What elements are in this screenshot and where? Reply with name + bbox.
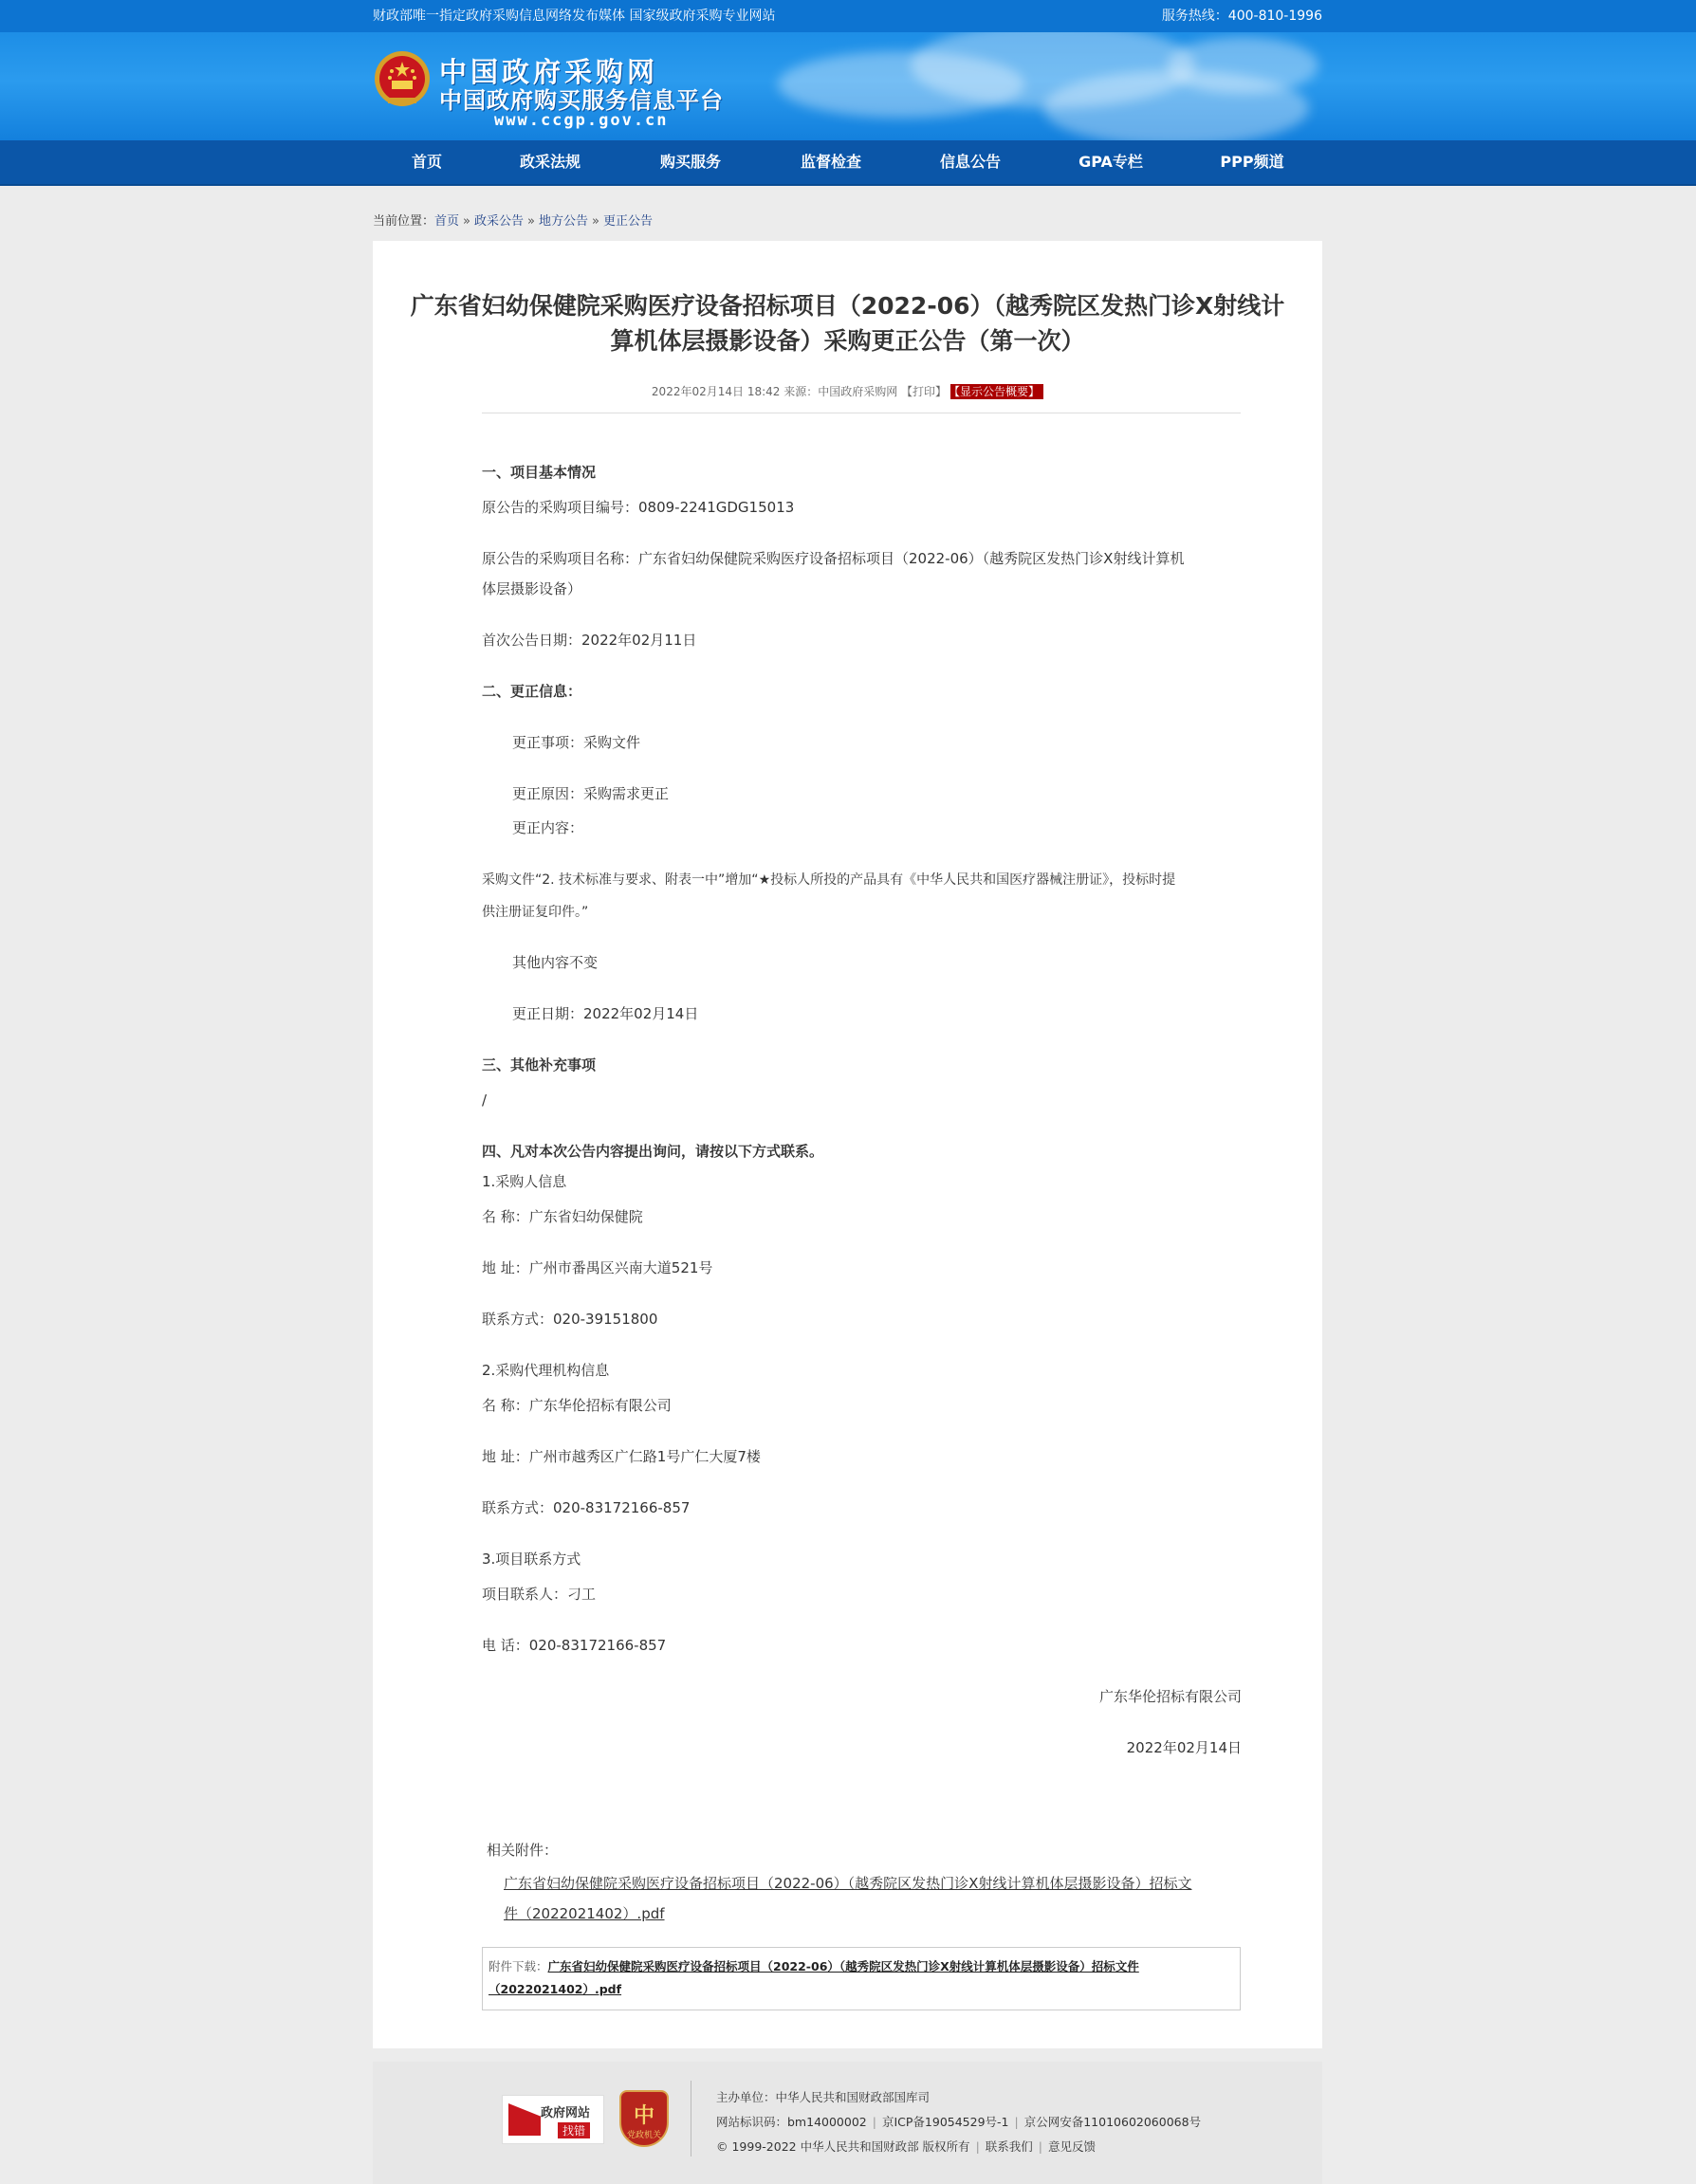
- article-meta: [373, 383, 1322, 399]
- nav-item-supervision[interactable]: 监督检查: [800, 153, 861, 171]
- agency-heading: 2.采购代理机构信息: [482, 1362, 610, 1379]
- change-reason: 更正原因：采购需求更正: [512, 785, 670, 802]
- feedback-link[interactable]: 意见反馈: [1048, 2139, 1097, 2154]
- change-date: 更正日期：2022年02月14日: [512, 1005, 699, 1022]
- show-summary-button[interactable]: 【显示公告概要】: [950, 384, 1043, 399]
- download-label: 附件下载：: [489, 1959, 548, 1973]
- top-strip: [0, 0, 1696, 32]
- purchaser-name: 名 称：广东省妇幼保健院: [482, 1208, 643, 1225]
- article-panel: [373, 241, 1322, 2048]
- contact-us-link[interactable]: 联系我们: [985, 2139, 1033, 2154]
- contact-phone: 电 话：020-83172166-857: [482, 1637, 667, 1654]
- purchaser-phone: 联系方式：020-39151800: [482, 1311, 658, 1328]
- contact-heading: 3.项目联系方式: [482, 1551, 581, 1568]
- platform-name: 中国政府购买服务信息平台: [439, 87, 724, 114]
- agency-phone: 联系方式：020-83172166-857: [482, 1499, 691, 1516]
- service-hotline: 服务热线：400-810-1996: [1161, 9, 1322, 24]
- change-content-label: 更正内容：: [512, 819, 584, 836]
- purchaser-heading: 1.采购人信息: [482, 1173, 567, 1190]
- breadcrumb-separator: »: [592, 214, 599, 229]
- police-record-link[interactable]: 京公网安备11010602060068号: [1023, 2115, 1202, 2129]
- agency-address: 地 址：广州市越秀区广仁路1号广仁大厦7楼: [482, 1448, 761, 1465]
- top-tagline: 财政部唯一指定政府采购信息网络发布媒体 国家级政府采购专业网站: [373, 9, 776, 24]
- nav-item-regulations[interactable]: 政采法规: [519, 153, 581, 171]
- change-detail: 采购文件“2. 技术标准与要求、附表一中”增加“★投标人所投的产品具有《中华人民共和国医疗器械注册证》，投标时提: [482, 872, 1176, 888]
- signature-date: 2022年02月14日: [1126, 1739, 1242, 1756]
- party-government-badge[interactable]: 中 党政机关: [619, 2090, 669, 2147]
- original-project-name-cont: 体层摄影设备）: [482, 580, 582, 597]
- download-link[interactable]: 广东省妇幼保健院采购医疗设备招标项目（2022-06）（越秀院区发热门诊X射线计算机体层摄影设备）招标文件: [547, 1959, 1139, 1973]
- breadcrumb-prefix: 当前位置：: [373, 214, 435, 229]
- breadcrumb-correction-notices[interactable]: 更正公告: [602, 214, 653, 229]
- section-heading: 一、项目基本情况: [482, 464, 597, 481]
- magnifier-icon: [508, 2103, 541, 2136]
- signature-org: 广东华伦招标有限公司: [1098, 1688, 1242, 1705]
- download-link-cont[interactable]: （2022021402）.pdf: [489, 1982, 622, 1996]
- breadcrumb-local-notices[interactable]: 地方公告: [538, 214, 588, 229]
- section-heading: 四、凡对本次公告内容提出询问，请按以下方式联系。: [482, 1143, 824, 1160]
- nav-item-purchase-services[interactable]: 购买服务: [659, 153, 721, 171]
- section-heading: 二、更正信息：: [482, 683, 582, 700]
- agency-name: 名 称：广东华伦招标有限公司: [482, 1397, 672, 1414]
- site-footer: [373, 2062, 1322, 2184]
- purchaser-address: 地 址：广州市番禺区兴南大道521号: [482, 1259, 713, 1276]
- change-item: 更正事项：采购文件: [512, 734, 641, 751]
- first-publish-date: 首次公告日期：2022年02月11日: [482, 632, 697, 649]
- original-project-name: 原公告的采购项目名称：广东省妇幼保健院采购医疗设备招标项目（2022-06）（越秀院区发热门诊X射线计算机: [482, 550, 1185, 567]
- breadcrumb-separator: »: [463, 214, 470, 229]
- main-nav: [0, 140, 1696, 186]
- breadcrumb: [373, 211, 653, 229]
- contact-person: 项目联系人：刁工: [482, 1586, 597, 1603]
- attachment-file-link[interactable]: 广东省妇幼保健院采购医疗设备招标项目（2022-06）（越秀院区发热门诊X射线计算机体层摄影设备）招标文 件（2022021402）.pdf: [504, 1875, 1192, 1922]
- change-detail-cont: 供注册证复印件。”: [482, 905, 589, 920]
- gov-website-error-report-badge[interactable]: 政府网站 找错: [502, 2095, 604, 2144]
- supplement-body: /: [482, 1092, 488, 1109]
- footer-copyright: © 1999-2022 中华人民共和国财政部 版权所有 | 联系我们 | 意见反馈: [716, 2139, 1097, 2154]
- breadcrumb-home[interactable]: 首页: [434, 214, 460, 229]
- attachment-download-box: [482, 1947, 1241, 2010]
- section-heading: 三、其他补充事项: [482, 1056, 597, 1074]
- publish-info: 2022年02月14日 18:42 来源：中国政府采购网: [651, 385, 902, 398]
- print-link[interactable]: 【打印】: [901, 385, 948, 398]
- breadcrumb-separator: »: [527, 214, 535, 229]
- nav-item-announcements[interactable]: 信息公告: [939, 153, 1001, 171]
- original-project-number: 原公告的采购项目编号：0809-2241GDG15013: [482, 499, 795, 516]
- attachments-label: 相关附件：: [487, 1842, 559, 1859]
- site-banner: [0, 32, 1696, 140]
- footer-registration: 网站标识码：bm14000002 | 京ICP备19054529号-1 | 京公网安备11010602060068号: [716, 2115, 1202, 2129]
- nav-item-home[interactable]: 首页: [411, 153, 442, 171]
- national-emblem-icon: [373, 48, 432, 111]
- icp-link[interactable]: 京ICP备19054529号-1: [881, 2115, 1009, 2129]
- nav-item-gpa[interactable]: GPA专栏: [1078, 153, 1143, 171]
- nav-item-ppp[interactable]: PPP频道: [1220, 153, 1284, 171]
- footer-sponsor: 主办单位：中华人民共和国财政部国库司: [716, 2090, 931, 2104]
- site-name: 中国政府采购网: [439, 56, 659, 88]
- breadcrumb-procurement-notices[interactable]: 政采公告: [474, 214, 525, 229]
- article-title: 广东省妇幼保健院采购医疗设备招标项目（2022-06）（越秀院区发热门诊X射线计 算机体层摄影设备）采购更正公告（第一次）: [410, 292, 1285, 355]
- other-unchanged: 其他内容不变: [512, 954, 599, 971]
- site-url: www.ccgp.gov.cn: [494, 111, 669, 130]
